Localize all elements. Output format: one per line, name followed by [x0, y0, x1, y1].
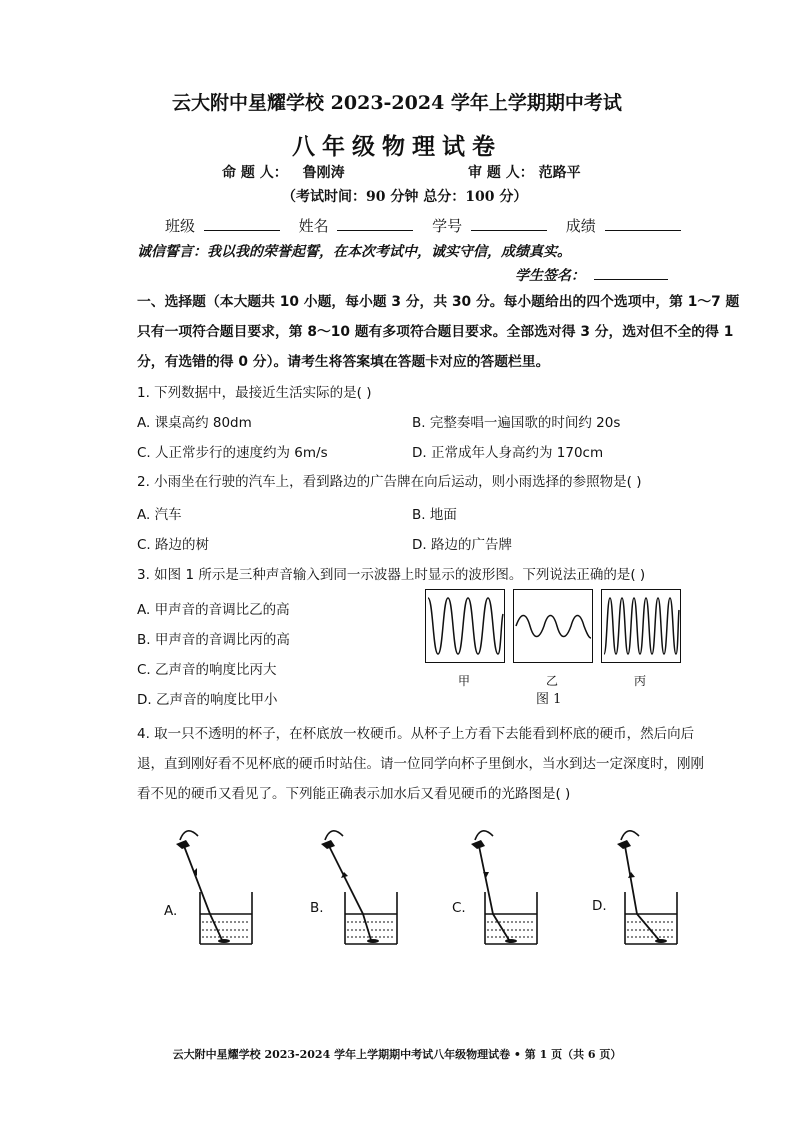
page-footer: 云大附中星耀学校 2023-2024 学年上学期期中考试八年级物理试卷 • 第 1 页（共 6 页）: [172, 1048, 622, 1061]
reviewer-name: 范路平: [538, 165, 581, 181]
waveform-panel-bing: [601, 589, 681, 663]
light-path-diagram-d: [585, 822, 695, 952]
waveform-panel-yi: [513, 589, 593, 663]
school-title: 云大附中星耀学校 2023-2024 学年上学期期中考试: [172, 92, 622, 114]
question-3-option-d: D. 乙声音的响度比甲小: [137, 692, 278, 708]
signature-row: [515, 263, 668, 285]
score-label: 成绩: [565, 217, 596, 235]
exam-title: 八年级物理试卷: [292, 133, 502, 160]
question-4-option-c-label: C.: [452, 900, 466, 916]
question-3-option-a: A. 甲声音的音调比乙的高: [137, 602, 290, 618]
section-instructions-line2: 只有一项符合题目要求，第 8～10 题有多项符合题目要求。全部选对得 3 分，选对但不全的得 1: [137, 324, 734, 340]
question-1-option-b: B. 完整奏唱一遍国歌的时间约 20s: [412, 415, 621, 431]
waveform-panel-jia: [425, 589, 505, 663]
question-1-option-a: A. 课桌高约 80dm: [137, 415, 252, 431]
signature-field[interactable]: [594, 263, 668, 280]
exam-time-score: （考试时间：90 分钟 总分：100 分）: [282, 189, 528, 205]
question-4-stem-line2: 退，直到刚好看不见杯底的硬币时站住。请一位同学向杯子里倒水，当水到达一定深度时，刚刚: [137, 756, 704, 772]
question-1-stem: 1. 下列数据中，最接近生活实际的是( ): [137, 385, 372, 401]
waveform-yi-graph: [514, 590, 592, 662]
waveform-bing-graph: [602, 590, 680, 662]
waveform-label-bing: 丙: [633, 674, 646, 688]
id-label: 学号: [432, 217, 463, 235]
question-3-option-c: C. 乙声音的响度比丙大: [137, 662, 277, 678]
question-2-option-b: B. 地面: [412, 507, 457, 523]
waveform-label-jia: 甲: [457, 674, 470, 688]
question-2-option-a: A. 汽车: [137, 507, 182, 523]
id-field[interactable]: [471, 214, 547, 231]
question-2-option-d: D. 路边的广告牌: [412, 537, 512, 553]
signature-label: 学生签名：: [515, 268, 585, 284]
setter-label: 命 题 人：: [222, 165, 288, 181]
question-4-stem-line1: 4. 取一只不透明的杯子，在杯底放一枚硬币。从杯子上方看下去能看到杯底的硬币，然后向后: [137, 726, 695, 742]
question-4-stem-line3: 看不见的硬币又看见了。下列能正确表示加水后又看见硬币的光路图是( ): [137, 786, 571, 802]
student-info-row: [165, 214, 681, 236]
question-4-option-a-label: A.: [164, 903, 178, 919]
question-4-option-b-label: B.: [310, 900, 324, 916]
question-4-option-d-label: D.: [592, 898, 607, 914]
waveform-jia-graph: [426, 590, 504, 662]
waveform-label-yi: 乙: [545, 674, 558, 688]
question-2-stem: 2. 小雨坐在行驶的汽车上，看到路边的广告牌在向后运动，则小雨选择的参照物是( ): [137, 474, 642, 490]
name-label: 姓名: [298, 217, 329, 235]
question-1-option-d: D. 正常成年人身高约为 170cm: [412, 445, 604, 461]
section-instructions-line3: 分，有选错的得 0 分）。请考生将答案填在答题卡对应的答题栏里。: [137, 354, 550, 370]
question-2-option-c: C. 路边的树: [137, 537, 210, 553]
section-instructions-line1: 一、选择题（本大题共 10 小题，每小题 3 分，共 30 分。每小题给出的四个选项中，第 1～7 题: [137, 294, 740, 310]
question-3-stem: 3. 如图 1 所示是三种声音输入到同一示波器上时显示的波形图。下列说法正确的是( ): [137, 567, 646, 583]
reviewer-line: [468, 162, 581, 182]
class-field[interactable]: [204, 214, 280, 231]
light-path-diagram-a: [160, 822, 270, 952]
setter-line: [222, 162, 345, 182]
name-field[interactable]: [337, 214, 413, 231]
light-path-diagram-c: [445, 822, 555, 952]
question-1-option-c: C. 人正常步行的速度约为 6m/s: [137, 445, 328, 461]
question-3-option-b: B. 甲声音的音调比丙的高: [137, 632, 290, 648]
figure-1-caption: 图 1: [536, 692, 562, 707]
honesty-pledge: 诚信誓言：我以我的荣誉起誓，在本次考试中，诚实守信，成绩真实。: [137, 244, 571, 260]
light-path-diagram-b: [305, 822, 415, 952]
setter-name: 鲁刚涛: [302, 165, 345, 181]
reviewer-label: 审 题 人：: [468, 165, 534, 181]
class-label: 班级: [165, 217, 196, 235]
score-field[interactable]: [605, 214, 681, 231]
